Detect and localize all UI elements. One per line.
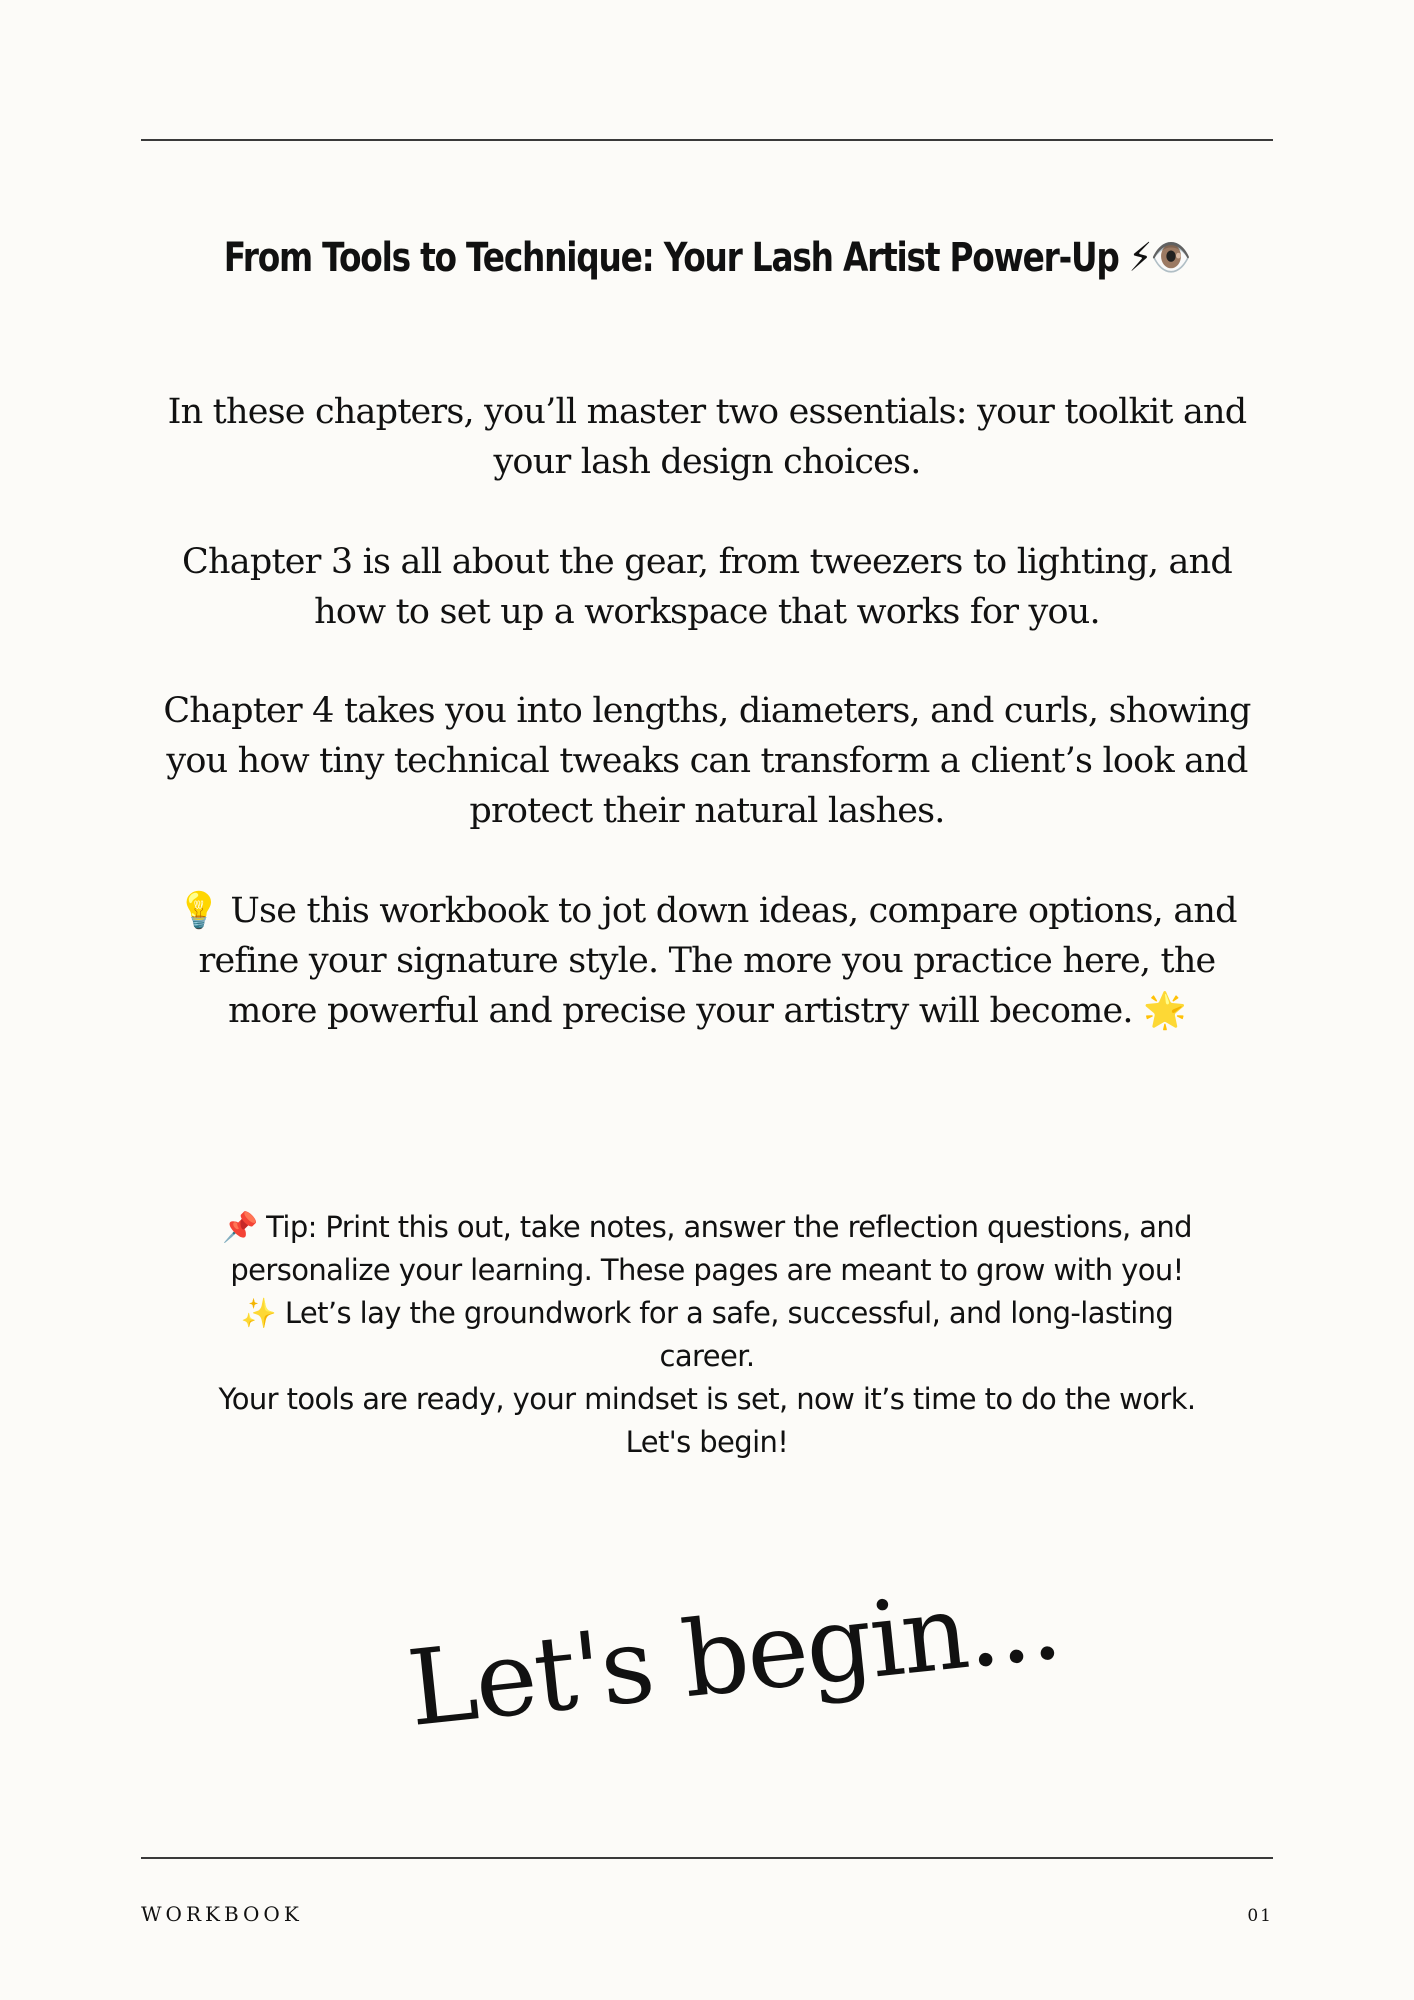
tip-line: Let's begin! [625,1425,789,1459]
tip-line: Your tools are ready, your mindset is set, now it’s time to do the work. [218,1382,1196,1416]
intro-paragraph-3 [157,686,1257,836]
tip-line: career. [659,1339,755,1373]
page-title: From Tools to Technique: Your Lash Artist Power-Up ⚡👁️ [223,235,1191,281]
tip-line: ✨ Let’s lay the groundwork for a safe, successful, and long-lasting [240,1296,1174,1330]
intro-paragraph-4 [157,886,1257,1036]
footer-label: WORKBOOK [141,1902,303,1926]
intro-line: In these chapters, you’ll master two essentials: your toolkit and [167,392,1247,432]
intro-line: 💡 Use this workbook to jot down ideas, compare options, and [177,891,1237,931]
intro-paragraph-2 [157,537,1257,637]
tip-line: 📌 Tip: Print this out, take notes, answer the reflection questions, and [222,1210,1192,1244]
intro-line: more powerful and precise your artistry will become. 🌟 [228,991,1186,1031]
top-divider [141,139,1273,141]
intro-line: protect their natural lashes. [469,791,945,831]
intro-line: refine your signature style. The more you practice here, the [198,941,1216,981]
intro-line: your lash design choices. [493,442,921,482]
bottom-divider [141,1857,1273,1859]
intro-line: how to set up a workspace that works for you. [314,592,1100,632]
intro-line: Chapter 4 takes you into lengths, diameters, and curls, showing [163,691,1251,731]
tip-line: personalize your learning. These pages are meant to grow with you! [230,1253,1184,1287]
tip-block [157,1206,1257,1464]
intro-paragraph-1 [157,387,1257,487]
intro-line: you how tiny technical tweaks can transform a client’s look and [166,741,1248,781]
intro-line: Chapter 3 is all about the gear, from tweezers to lighting, and [182,542,1232,582]
page-number: 01 [1247,1906,1273,1926]
lets-begin-heading: Let's begin... [402,1560,1065,1751]
